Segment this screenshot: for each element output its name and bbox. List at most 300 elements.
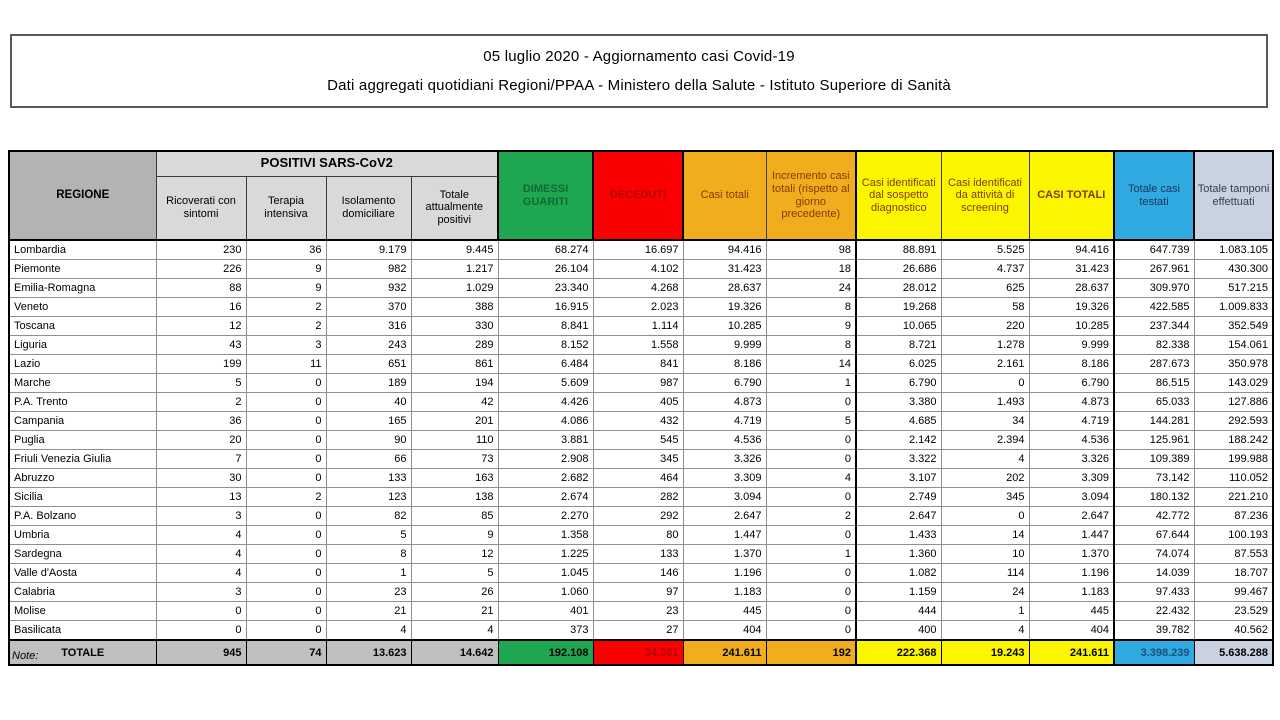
- value-cell: 109.389: [1114, 450, 1194, 469]
- value-cell: 2.394: [941, 431, 1029, 450]
- value-cell: 40: [326, 393, 411, 412]
- total-value-cell: 74: [246, 640, 326, 665]
- total-value-cell: 19.243: [941, 640, 1029, 665]
- table-row: [9, 488, 1273, 507]
- value-cell: 292: [593, 507, 683, 526]
- value-cell: 2.023: [593, 298, 683, 317]
- value-cell: 2.749: [856, 488, 941, 507]
- value-cell: 31.423: [1029, 260, 1114, 279]
- value-cell: 1.217: [411, 260, 498, 279]
- value-cell: 1.082: [856, 564, 941, 583]
- value-cell: 1: [766, 374, 856, 393]
- value-cell: 1.278: [941, 336, 1029, 355]
- value-cell: 18: [766, 260, 856, 279]
- value-cell: 0: [766, 488, 856, 507]
- value-cell: 6.484: [498, 355, 593, 374]
- value-cell: 26.104: [498, 260, 593, 279]
- value-cell: 1.114: [593, 317, 683, 336]
- value-cell: 10.065: [856, 317, 941, 336]
- value-cell: 87.553: [1194, 545, 1273, 564]
- value-cell: 39.782: [1114, 621, 1194, 641]
- value-cell: 9.999: [1029, 336, 1114, 355]
- value-cell: 34: [941, 412, 1029, 431]
- value-cell: 1.447: [683, 526, 766, 545]
- value-cell: 199: [156, 355, 246, 374]
- total-value-cell: 192: [766, 640, 856, 665]
- value-cell: 36: [246, 240, 326, 260]
- value-cell: 282: [593, 488, 683, 507]
- total-value-cell: 13.623: [326, 640, 411, 665]
- value-cell: 18.707: [1194, 564, 1273, 583]
- value-cell: 9: [246, 260, 326, 279]
- table-row: [9, 526, 1273, 545]
- region-name: P.A. Bolzano: [9, 507, 156, 526]
- value-cell: 143.029: [1194, 374, 1273, 393]
- value-cell: 27: [593, 621, 683, 641]
- value-cell: 651: [326, 355, 411, 374]
- total-value-cell: 3.398.239: [1114, 640, 1194, 665]
- column-header-isolamento: Isolamento domiciliare: [326, 176, 411, 240]
- value-cell: 0: [246, 583, 326, 602]
- value-cell: 4.102: [593, 260, 683, 279]
- column-header-screening: Casi identificati da attività di screening: [941, 151, 1029, 240]
- value-cell: 97.433: [1114, 583, 1194, 602]
- value-cell: 94.416: [683, 240, 766, 260]
- value-cell: 6.025: [856, 355, 941, 374]
- value-cell: 8.721: [856, 336, 941, 355]
- value-cell: 21: [411, 602, 498, 621]
- value-cell: 19.268: [856, 298, 941, 317]
- report-title-line1: 05 luglio 2020 - Aggiornamento casi Covid-19: [483, 48, 795, 65]
- table-total-row: [9, 640, 1273, 665]
- value-cell: 9: [766, 317, 856, 336]
- value-cell: 31.423: [683, 260, 766, 279]
- value-cell: 8.152: [498, 336, 593, 355]
- total-value-cell: 14.642: [411, 640, 498, 665]
- value-cell: 90: [326, 431, 411, 450]
- total-value-cell: 5.638.288: [1194, 640, 1273, 665]
- value-cell: 133: [326, 469, 411, 488]
- value-cell: 194: [411, 374, 498, 393]
- value-cell: 2: [766, 507, 856, 526]
- table-row: [9, 450, 1273, 469]
- value-cell: 267.961: [1114, 260, 1194, 279]
- region-name: Puglia: [9, 431, 156, 450]
- value-cell: 4.685: [856, 412, 941, 431]
- value-cell: 2.161: [941, 355, 1029, 374]
- value-cell: 1.060: [498, 583, 593, 602]
- value-cell: 88: [156, 279, 246, 298]
- value-cell: 1.196: [1029, 564, 1114, 583]
- value-cell: 10: [941, 545, 1029, 564]
- table-row: [9, 298, 1273, 317]
- covid-data-table: [8, 150, 1274, 666]
- value-cell: 94.416: [1029, 240, 1114, 260]
- value-cell: 4: [411, 621, 498, 641]
- value-cell: 19.326: [1029, 298, 1114, 317]
- value-cell: 165: [326, 412, 411, 431]
- value-cell: 58: [941, 298, 1029, 317]
- region-name: Friuli Venezia Giulia: [9, 450, 156, 469]
- value-cell: 8.186: [683, 355, 766, 374]
- value-cell: 2.908: [498, 450, 593, 469]
- value-cell: 0: [766, 621, 856, 641]
- region-name: Umbria: [9, 526, 156, 545]
- value-cell: 404: [683, 621, 766, 641]
- table-row: [9, 279, 1273, 298]
- value-cell: 0: [246, 431, 326, 450]
- value-cell: 14: [766, 355, 856, 374]
- column-header-totale-casi-testati: Totale casi testati: [1114, 151, 1194, 240]
- value-cell: 6.790: [1029, 374, 1114, 393]
- value-cell: 9: [411, 526, 498, 545]
- value-cell: 86.515: [1114, 374, 1194, 393]
- value-cell: 1.447: [1029, 526, 1114, 545]
- value-cell: 85: [411, 507, 498, 526]
- value-cell: 127.886: [1194, 393, 1273, 412]
- value-cell: 99.467: [1194, 583, 1273, 602]
- value-cell: 114: [941, 564, 1029, 583]
- total-value-cell: 222.368: [856, 640, 941, 665]
- value-cell: 144.281: [1114, 412, 1194, 431]
- value-cell: 1.183: [683, 583, 766, 602]
- region-name: Liguria: [9, 336, 156, 355]
- value-cell: 3.326: [683, 450, 766, 469]
- region-name: Piemonte: [9, 260, 156, 279]
- value-cell: 43: [156, 336, 246, 355]
- value-cell: 202: [941, 469, 1029, 488]
- value-cell: 1: [326, 564, 411, 583]
- value-cell: 19.326: [683, 298, 766, 317]
- value-cell: 861: [411, 355, 498, 374]
- value-cell: 432: [593, 412, 683, 431]
- total-value-cell: 241.611: [1029, 640, 1114, 665]
- value-cell: 1.360: [856, 545, 941, 564]
- total-value-cell: 192.108: [498, 640, 593, 665]
- value-cell: 517.215: [1194, 279, 1273, 298]
- value-cell: 66: [326, 450, 411, 469]
- value-cell: 5: [156, 374, 246, 393]
- value-cell: 42: [411, 393, 498, 412]
- value-cell: 23.340: [498, 279, 593, 298]
- value-cell: 3.881: [498, 431, 593, 450]
- value-cell: 8.186: [1029, 355, 1114, 374]
- value-cell: 123: [326, 488, 411, 507]
- value-cell: 289: [411, 336, 498, 355]
- table-row: [9, 393, 1273, 412]
- value-cell: 841: [593, 355, 683, 374]
- value-cell: 0: [246, 602, 326, 621]
- table-row: [9, 317, 1273, 336]
- value-cell: 0: [246, 450, 326, 469]
- value-cell: 445: [683, 602, 766, 621]
- region-name: Lazio: [9, 355, 156, 374]
- value-cell: 3.309: [683, 469, 766, 488]
- value-cell: 1.196: [683, 564, 766, 583]
- value-cell: 2.674: [498, 488, 593, 507]
- value-cell: 422.585: [1114, 298, 1194, 317]
- value-cell: 8.841: [498, 317, 593, 336]
- value-cell: 1.370: [683, 545, 766, 564]
- value-cell: 1.083.105: [1194, 240, 1273, 260]
- value-cell: 545: [593, 431, 683, 450]
- value-cell: 0: [941, 507, 1029, 526]
- value-cell: 0: [246, 374, 326, 393]
- value-cell: 180.132: [1114, 488, 1194, 507]
- value-cell: 189: [326, 374, 411, 393]
- value-cell: 1.558: [593, 336, 683, 355]
- value-cell: 2.647: [1029, 507, 1114, 526]
- value-cell: 3.380: [856, 393, 941, 412]
- value-cell: 1.029: [411, 279, 498, 298]
- value-cell: 1.159: [856, 583, 941, 602]
- value-cell: 405: [593, 393, 683, 412]
- value-cell: 4.737: [941, 260, 1029, 279]
- value-cell: 4.536: [1029, 431, 1114, 450]
- value-cell: 74.074: [1114, 545, 1194, 564]
- value-cell: 1.009.833: [1194, 298, 1273, 317]
- value-cell: 21: [326, 602, 411, 621]
- value-cell: 11: [246, 355, 326, 374]
- value-cell: 4: [941, 621, 1029, 641]
- value-cell: 23: [593, 602, 683, 621]
- table-row: [9, 431, 1273, 450]
- total-value-cell: 241.611: [683, 640, 766, 665]
- column-group-positivi: POSITIVI SARS-CoV2: [156, 151, 498, 176]
- value-cell: 12: [411, 545, 498, 564]
- value-cell: 97: [593, 583, 683, 602]
- value-cell: 4.719: [683, 412, 766, 431]
- value-cell: 14: [941, 526, 1029, 545]
- region-name: Emilia-Romagna: [9, 279, 156, 298]
- value-cell: 3: [246, 336, 326, 355]
- value-cell: 4.719: [1029, 412, 1114, 431]
- value-cell: 26.686: [856, 260, 941, 279]
- value-cell: 4.873: [683, 393, 766, 412]
- value-cell: 220: [941, 317, 1029, 336]
- value-cell: 1.370: [1029, 545, 1114, 564]
- value-cell: 98: [766, 240, 856, 260]
- value-cell: 6.790: [683, 374, 766, 393]
- value-cell: 1: [941, 602, 1029, 621]
- value-cell: 0: [766, 431, 856, 450]
- region-name: Marche: [9, 374, 156, 393]
- value-cell: 292.593: [1194, 412, 1273, 431]
- value-cell: 0: [246, 469, 326, 488]
- value-cell: 3.326: [1029, 450, 1114, 469]
- value-cell: 146: [593, 564, 683, 583]
- value-cell: 0: [766, 393, 856, 412]
- value-cell: 0: [766, 583, 856, 602]
- report-title-line2: Dati aggregati quotidiani Regioni/PPAA - Ministero della Salute - Istituto Superiore di Sanità: [327, 77, 951, 94]
- value-cell: 16.697: [593, 240, 683, 260]
- value-cell: 0: [246, 564, 326, 583]
- value-cell: 4.268: [593, 279, 683, 298]
- column-header-deceduti: DECEDUTI: [593, 151, 683, 240]
- value-cell: 0: [156, 621, 246, 641]
- value-cell: 3.309: [1029, 469, 1114, 488]
- value-cell: 8: [766, 298, 856, 317]
- value-cell: 221.210: [1194, 488, 1273, 507]
- value-cell: 401: [498, 602, 593, 621]
- table-header: [9, 151, 1273, 240]
- value-cell: 40.562: [1194, 621, 1273, 641]
- value-cell: 0: [766, 526, 856, 545]
- value-cell: 82.338: [1114, 336, 1194, 355]
- column-header-totale-positivi: Totale attualmente positivi: [411, 176, 498, 240]
- value-cell: 4: [941, 450, 1029, 469]
- table-row: [9, 602, 1273, 621]
- value-cell: 4: [156, 545, 246, 564]
- region-name: P.A. Trento: [9, 393, 156, 412]
- value-cell: 138: [411, 488, 498, 507]
- region-name: Valle d'Aosta: [9, 564, 156, 583]
- value-cell: 0: [156, 602, 246, 621]
- value-cell: 7: [156, 450, 246, 469]
- value-cell: 0: [246, 412, 326, 431]
- region-name: Veneto: [9, 298, 156, 317]
- value-cell: 9: [246, 279, 326, 298]
- value-cell: 5.609: [498, 374, 593, 393]
- region-name: Campania: [9, 412, 156, 431]
- value-cell: 3.094: [1029, 488, 1114, 507]
- value-cell: 8: [766, 336, 856, 355]
- value-cell: 125.961: [1114, 431, 1194, 450]
- report-title-box: [10, 34, 1268, 108]
- value-cell: 0: [246, 507, 326, 526]
- table-row: [9, 355, 1273, 374]
- column-header-ricoverati: Ricoverati con sintomi: [156, 176, 246, 240]
- value-cell: 20: [156, 431, 246, 450]
- value-cell: 13: [156, 488, 246, 507]
- region-name: Abruzzo: [9, 469, 156, 488]
- table-row: [9, 545, 1273, 564]
- value-cell: 65.033: [1114, 393, 1194, 412]
- column-header-totale-tamponi: Totale tamponi effettuati: [1194, 151, 1273, 240]
- column-header-casi-totali: Casi totali: [683, 151, 766, 240]
- value-cell: 4.086: [498, 412, 593, 431]
- value-cell: 4.426: [498, 393, 593, 412]
- value-cell: 370: [326, 298, 411, 317]
- value-cell: 2.142: [856, 431, 941, 450]
- value-cell: 932: [326, 279, 411, 298]
- value-cell: 22.432: [1114, 602, 1194, 621]
- value-cell: 23.529: [1194, 602, 1273, 621]
- table-body: [9, 240, 1273, 665]
- region-name: Molise: [9, 602, 156, 621]
- value-cell: 987: [593, 374, 683, 393]
- value-cell: 373: [498, 621, 593, 641]
- value-cell: 330: [411, 317, 498, 336]
- value-cell: 24: [941, 583, 1029, 602]
- value-cell: 100.193: [1194, 526, 1273, 545]
- value-cell: 1.183: [1029, 583, 1114, 602]
- value-cell: 2.647: [683, 507, 766, 526]
- region-name: Sardegna: [9, 545, 156, 564]
- value-cell: 625: [941, 279, 1029, 298]
- value-cell: 2.270: [498, 507, 593, 526]
- value-cell: 0: [246, 393, 326, 412]
- column-header-sospetto-diagnostico: Casi identificati dal sospetto diagnostico: [856, 151, 941, 240]
- value-cell: 1.045: [498, 564, 593, 583]
- value-cell: 88.891: [856, 240, 941, 260]
- value-cell: 230: [156, 240, 246, 260]
- value-cell: 237.344: [1114, 317, 1194, 336]
- value-cell: 3: [156, 507, 246, 526]
- column-header-terapia-intensiva: Terapia intensiva: [246, 176, 326, 240]
- value-cell: 23: [326, 583, 411, 602]
- value-cell: 388: [411, 298, 498, 317]
- table-row: [9, 621, 1273, 641]
- value-cell: 2.647: [856, 507, 941, 526]
- value-cell: 0: [766, 564, 856, 583]
- value-cell: 82: [326, 507, 411, 526]
- value-cell: 350.978: [1194, 355, 1273, 374]
- value-cell: 12: [156, 317, 246, 336]
- value-cell: 188.242: [1194, 431, 1273, 450]
- value-cell: 42.772: [1114, 507, 1194, 526]
- value-cell: 464: [593, 469, 683, 488]
- value-cell: 3.322: [856, 450, 941, 469]
- value-cell: 982: [326, 260, 411, 279]
- value-cell: 80: [593, 526, 683, 545]
- column-header-casi-totali-2: CASI TOTALI: [1029, 151, 1114, 240]
- value-cell: 87.236: [1194, 507, 1273, 526]
- table-row: [9, 583, 1273, 602]
- value-cell: 352.549: [1194, 317, 1273, 336]
- value-cell: 0: [766, 450, 856, 469]
- value-cell: 1.225: [498, 545, 593, 564]
- value-cell: 9.179: [326, 240, 411, 260]
- value-cell: 0: [246, 526, 326, 545]
- value-cell: 2.682: [498, 469, 593, 488]
- table-row: [9, 336, 1273, 355]
- value-cell: 4.536: [683, 431, 766, 450]
- table-row: [9, 260, 1273, 279]
- value-cell: 10.285: [683, 317, 766, 336]
- value-cell: 30: [156, 469, 246, 488]
- value-cell: 1: [766, 545, 856, 564]
- value-cell: 3.107: [856, 469, 941, 488]
- table-row: [9, 564, 1273, 583]
- value-cell: 1.493: [941, 393, 1029, 412]
- value-cell: 9.445: [411, 240, 498, 260]
- value-cell: 430.300: [1194, 260, 1273, 279]
- value-cell: 36: [156, 412, 246, 431]
- note-label: Note:: [12, 650, 39, 662]
- region-name: Calabria: [9, 583, 156, 602]
- value-cell: 199.988: [1194, 450, 1273, 469]
- value-cell: 110: [411, 431, 498, 450]
- column-header-incremento: Incremento casi totali (rispetto al giorno precedente): [766, 151, 856, 240]
- value-cell: 10.285: [1029, 317, 1114, 336]
- value-cell: 9.999: [683, 336, 766, 355]
- value-cell: 345: [593, 450, 683, 469]
- column-header-regione: REGIONE: [9, 151, 156, 240]
- value-cell: 2: [246, 488, 326, 507]
- value-cell: 68.274: [498, 240, 593, 260]
- table-row: [9, 374, 1273, 393]
- table-row: [9, 507, 1273, 526]
- region-name: Toscana: [9, 317, 156, 336]
- value-cell: 28.637: [683, 279, 766, 298]
- value-cell: 400: [856, 621, 941, 641]
- value-cell: 226: [156, 260, 246, 279]
- value-cell: 5: [326, 526, 411, 545]
- table-row: [9, 240, 1273, 260]
- region-name: Lombardia: [9, 240, 156, 260]
- value-cell: 67.644: [1114, 526, 1194, 545]
